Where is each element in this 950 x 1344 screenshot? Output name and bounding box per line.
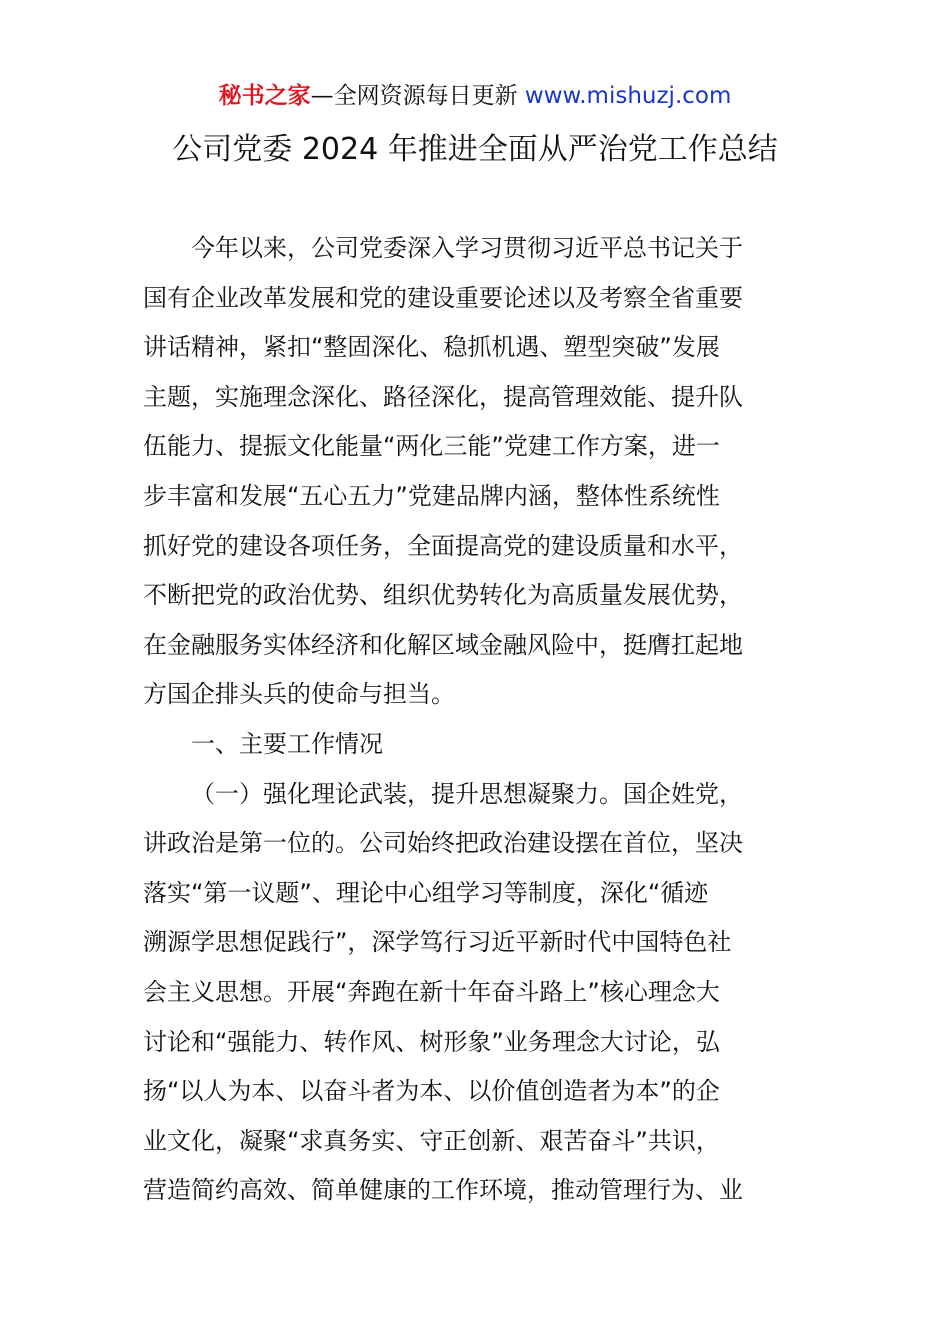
site-slogan: —全网资源每日更新 xyxy=(310,83,525,109)
paragraph-line: （一）强化理论武装，提升思想凝聚力。国企姓党， xyxy=(191,779,743,808)
paragraph-line: 不断把党的政治优势、组织优势转化为高质量发展优势， xyxy=(143,581,743,610)
paragraph-line: 伍能力、提振文化能量“两化三能”党建工作方案，进一 xyxy=(143,432,720,461)
document-title: 公司党委 2024 年推进全面从严治党工作总结 xyxy=(172,132,778,167)
paragraph-line: 溯源学思想促践行”，深学笃行习近平新时代中国特色社 xyxy=(143,928,732,957)
brand-name: 秘书之家 xyxy=(218,83,311,109)
paragraph-line: 会主义思想。开展“奔跑在新十年奋斗路上”核心理念大 xyxy=(143,977,720,1006)
site-url[interactable]: www.mishuzj.com xyxy=(524,83,732,109)
paragraph-line: 在金融服务实体经济和化解区域金融风险中，挺膺扛起地 xyxy=(143,630,743,659)
section-heading: 一、主要工作情况 xyxy=(191,729,383,758)
site-header xyxy=(0,80,950,112)
document-body xyxy=(143,224,813,1216)
paragraph-line: 抓好党的建设各项任务，全面提高党的建设质量和水平， xyxy=(143,531,743,560)
paragraph-line: 落实“第一议题”、理论中心组学习等制度，深化“循迹 xyxy=(143,878,709,907)
paragraph-line: 国有企业改革发展和党的建设重要论述以及考察全省重要 xyxy=(143,283,743,312)
paragraph-line: 步丰富和发展“五心五力”党建品牌内涵，整体性系统性 xyxy=(143,481,720,510)
paragraph-line: 扬“以人为本、以奋斗者为本、以价值创造者为本”的企 xyxy=(143,1077,720,1106)
paragraph-line: 今年以来，公司党委深入学习贯彻习近平总书记关于 xyxy=(191,234,743,262)
paragraph-line: 讲话精神，紧扣“整固深化、稳抓机遇、塑型突破”发展 xyxy=(143,333,720,362)
paragraph-line: 讨论和“强能力、转作风、树形象”业务理念大讨论，弘 xyxy=(143,1027,720,1056)
paragraph-line: 主题，实施理念深化、路径深化，提高管理效能、提升队 xyxy=(143,382,743,411)
paragraph-line: 方国企排头兵的使命与担当。 xyxy=(143,680,455,709)
paragraph-line: 营造简约高效、简单健康的工作环境，推动管理行为、业 xyxy=(143,1176,743,1205)
paragraph-line: 业文化，凝聚“求真务实、守正创新、艰苦奋斗”共识， xyxy=(143,1126,720,1155)
paragraph-line: 讲政治是第一位的。公司始终把政治建设摆在首位，坚决 xyxy=(143,829,743,858)
